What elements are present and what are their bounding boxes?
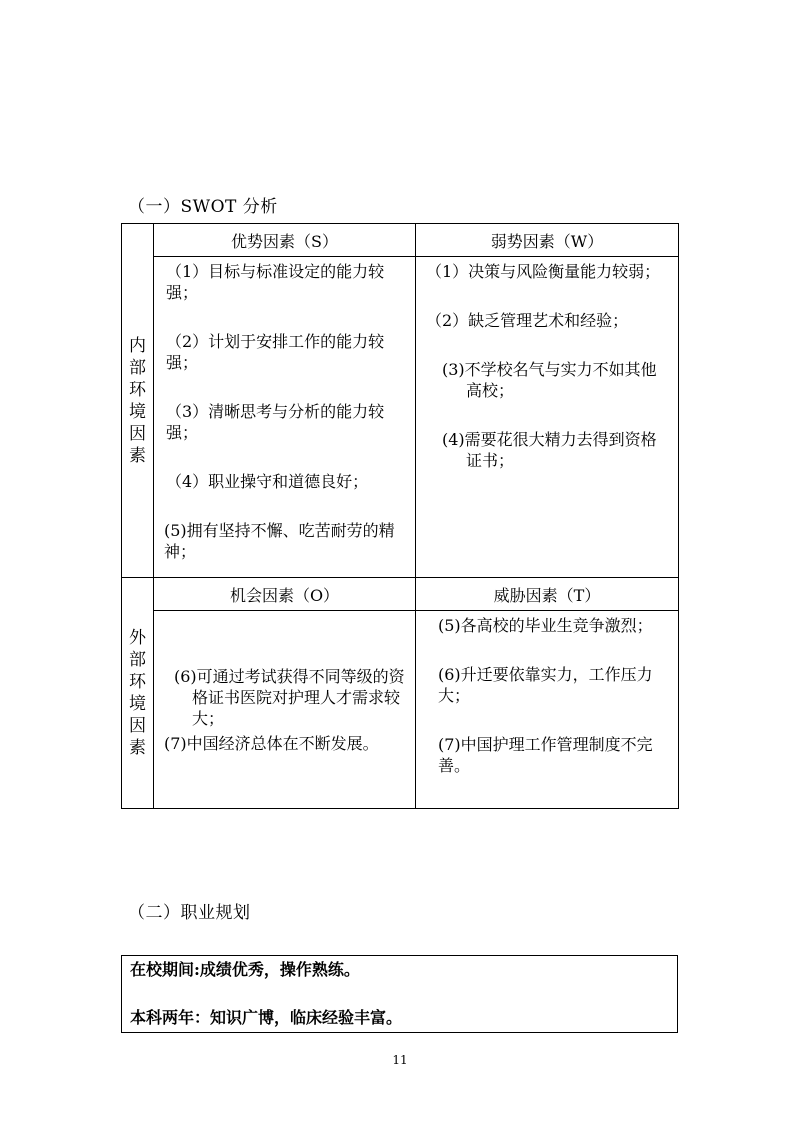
internal-factors-label [122,224,154,578]
internal-label-char: 环 [129,379,146,400]
plan-line: 本科两年：知识广博，临床经验丰富。 [130,1008,403,1027]
strength-item: （3）清晰思考与分析的能力较强； [166,402,385,442]
opportunities-cell [154,611,416,809]
external-label-char: 因 [129,716,146,736]
section-title-swot: （一）SWOT 分析 [128,197,278,217]
swot-table [121,223,679,809]
threats-cell [416,611,679,809]
opportunities-header: 机会因素（O） [154,578,416,611]
internal-label-char: 因 [129,423,146,444]
opportunity-item: (7)中国经济总体在不断发展。 [164,733,379,753]
internal-label-char: 内 [129,335,146,356]
strengths-header: 优势因素（S） [154,224,416,257]
strength-item: （2）计划于安排工作的能力较强； [166,332,385,372]
threat-item: (5)各高校的毕业生竞争激烈； [438,616,653,635]
plan-line: 在校期间:成绩优秀，操作熟练。 [130,960,360,979]
weakness-item: （1）决策与风险衡量能力较弱； [426,262,661,281]
weakness-item: (4)需要花很大精力去得到资格证书； [442,430,657,470]
strength-item: (5)拥有坚持不懈、吃苦耐劳的精神； [164,521,395,561]
internal-label-char: 素 [129,445,146,466]
career-plan-box [121,955,678,1033]
strengths-cell [154,257,416,578]
opportunity-item: (6)可通过考试获得不同等级的资格证书医院对护理人才需求较大； [174,666,405,728]
threats-header: 威胁因素（T） [416,578,679,611]
threat-item: (7)中国护理工作管理制度不完善。 [438,735,653,775]
internal-label-char: 部 [129,357,146,378]
external-label-char: 素 [129,738,146,758]
external-label-char: 部 [129,650,146,670]
weaknesses-cell [416,257,679,578]
internal-header-row [122,224,679,257]
section-title-career-plan: （二）职业规划 [128,903,251,923]
internal-label-char: 境 [129,401,146,422]
weaknesses-header: 弱势因素（W） [416,224,679,257]
weakness-item: (3)不学校名气与实力不如其他高校； [442,360,657,400]
external-label-char: 外 [129,628,146,648]
external-label-char: 环 [129,672,146,692]
external-label-char: 境 [129,694,146,714]
strength-item: （1）目标与标准设定的能力较强； [166,262,385,302]
strength-item: （4）职业操守和道德良好； [166,472,369,491]
internal-content-row [122,257,679,578]
external-factors-label [122,578,154,809]
external-header-row [122,578,679,611]
weakness-item: （2）缺乏管理艺术和经验； [426,311,629,330]
page-number: 11 [392,1053,408,1067]
threat-item: (6)升迁要依靠实力，工作压力大； [438,665,653,705]
external-content-row [122,611,679,809]
